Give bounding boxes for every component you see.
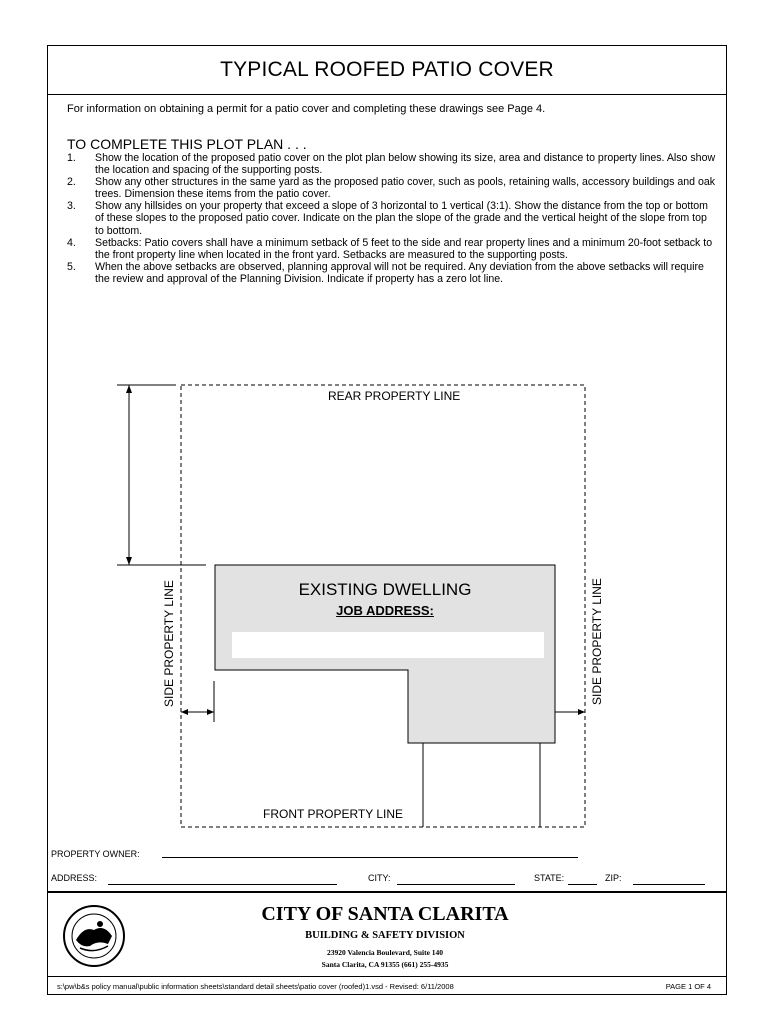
step-text: Show any other structures in the same yard as the proposed patio cover, such as pools, retaining walls, accessory buildings and oak trees. Dimension these items from the patio cover.	[95, 176, 716, 201]
organization-name: CITY OF SANTA CLARITA	[261, 903, 509, 925]
file-path: s:\pw\b&s policy manual\public information sheets\standard detail sheets\patio cover (roofed)1.vsd - Revised: 6/11/2008	[57, 982, 454, 991]
step-text: When the above setbacks are observed, planning approval will not be required. Any deviation from the above setbacks will require the review and approval of the Planning Division. Indicate if property has a zero lot line.	[95, 260, 704, 285]
footer-divider	[47, 891, 727, 893]
page-title: TYPICAL ROOFED PATIO COVER	[47, 45, 727, 95]
org-address-line1: 23920 Valencia Boulevard, Suite 140	[326, 948, 444, 957]
zip-field[interactable]	[633, 884, 705, 885]
city-seal-icon	[60, 900, 132, 972]
step-text: Show any hillsides on your property that exceed a slope of 3 horizontal to 1 vertical (3:1). Show the distance from the top or bottom of these slopes to the proposed patio cover. Indicate on the plan the slope of the grade and the vertical height of the slope from top to bottom.	[95, 200, 709, 237]
property-owner-label: PROPERTY OWNER:	[51, 849, 140, 859]
address-field[interactable]	[108, 884, 337, 885]
arrowhead-left-icon	[181, 709, 188, 715]
arrowhead-right-icon	[578, 709, 585, 715]
job-address-field[interactable]	[232, 632, 544, 658]
zip-label: ZIP:	[605, 873, 622, 883]
city-field[interactable]	[397, 884, 515, 885]
step-number: 2.	[67, 176, 76, 189]
intro-text: For information on obtaining a permit for a patio cover and completing these drawings see Page 4.	[67, 103, 546, 115]
division-name: BUILDING & SAFETY DIVISION	[305, 930, 465, 941]
state-label: STATE:	[534, 873, 565, 883]
side-property-line-label-right: SIDE PROPERTY LINE	[590, 578, 604, 705]
rear-property-line-label: REAR PROPERTY LINE	[328, 389, 461, 403]
instructions-header: TO COMPLETE THIS PLOT PLAN . . .	[67, 136, 307, 152]
job-address-text: JOB ADDRESS:	[336, 603, 434, 618]
footer-bottom-divider	[47, 976, 727, 977]
step-number: 1.	[67, 152, 76, 164]
step-text: Setbacks: Patio covers shall have a minimum setback of 5 feet to the side and rear property lines and a minimum 20-foot setback to the front property line when located in the front yard. Setbacks are measured to the supporting posts.	[95, 236, 713, 261]
address-label: ADDRESS:	[51, 873, 98, 883]
front-property-line-label: FRONT PROPERTY LINE	[263, 807, 404, 821]
arrowhead-up-icon	[126, 385, 132, 393]
arrowhead-down-icon	[126, 557, 132, 565]
side-property-line-label-left: SIDE PROPERTY LINE	[162, 580, 176, 707]
org-address-line2: Santa Clarita, CA 91355 (661) 255-4935	[321, 960, 449, 969]
property-owner-field[interactable]	[162, 857, 578, 858]
step-text: Show the location of the proposed patio cover on the plot plan below showing its size, area and distance to property lines. Also show the location and spacing of the supporting posts.	[95, 152, 716, 177]
step-number: 5.	[67, 260, 76, 273]
step-number: 4.	[67, 236, 76, 249]
city-label: CITY:	[368, 873, 391, 883]
step-number: 3.	[67, 200, 76, 213]
existing-dwelling-label: EXISTING DWELLING	[298, 580, 472, 599]
state-field[interactable]	[568, 884, 597, 885]
page-number: PAGE 1 OF 4	[665, 982, 711, 991]
job-address-label	[215, 603, 555, 618]
arrowhead-right-icon	[207, 709, 214, 715]
